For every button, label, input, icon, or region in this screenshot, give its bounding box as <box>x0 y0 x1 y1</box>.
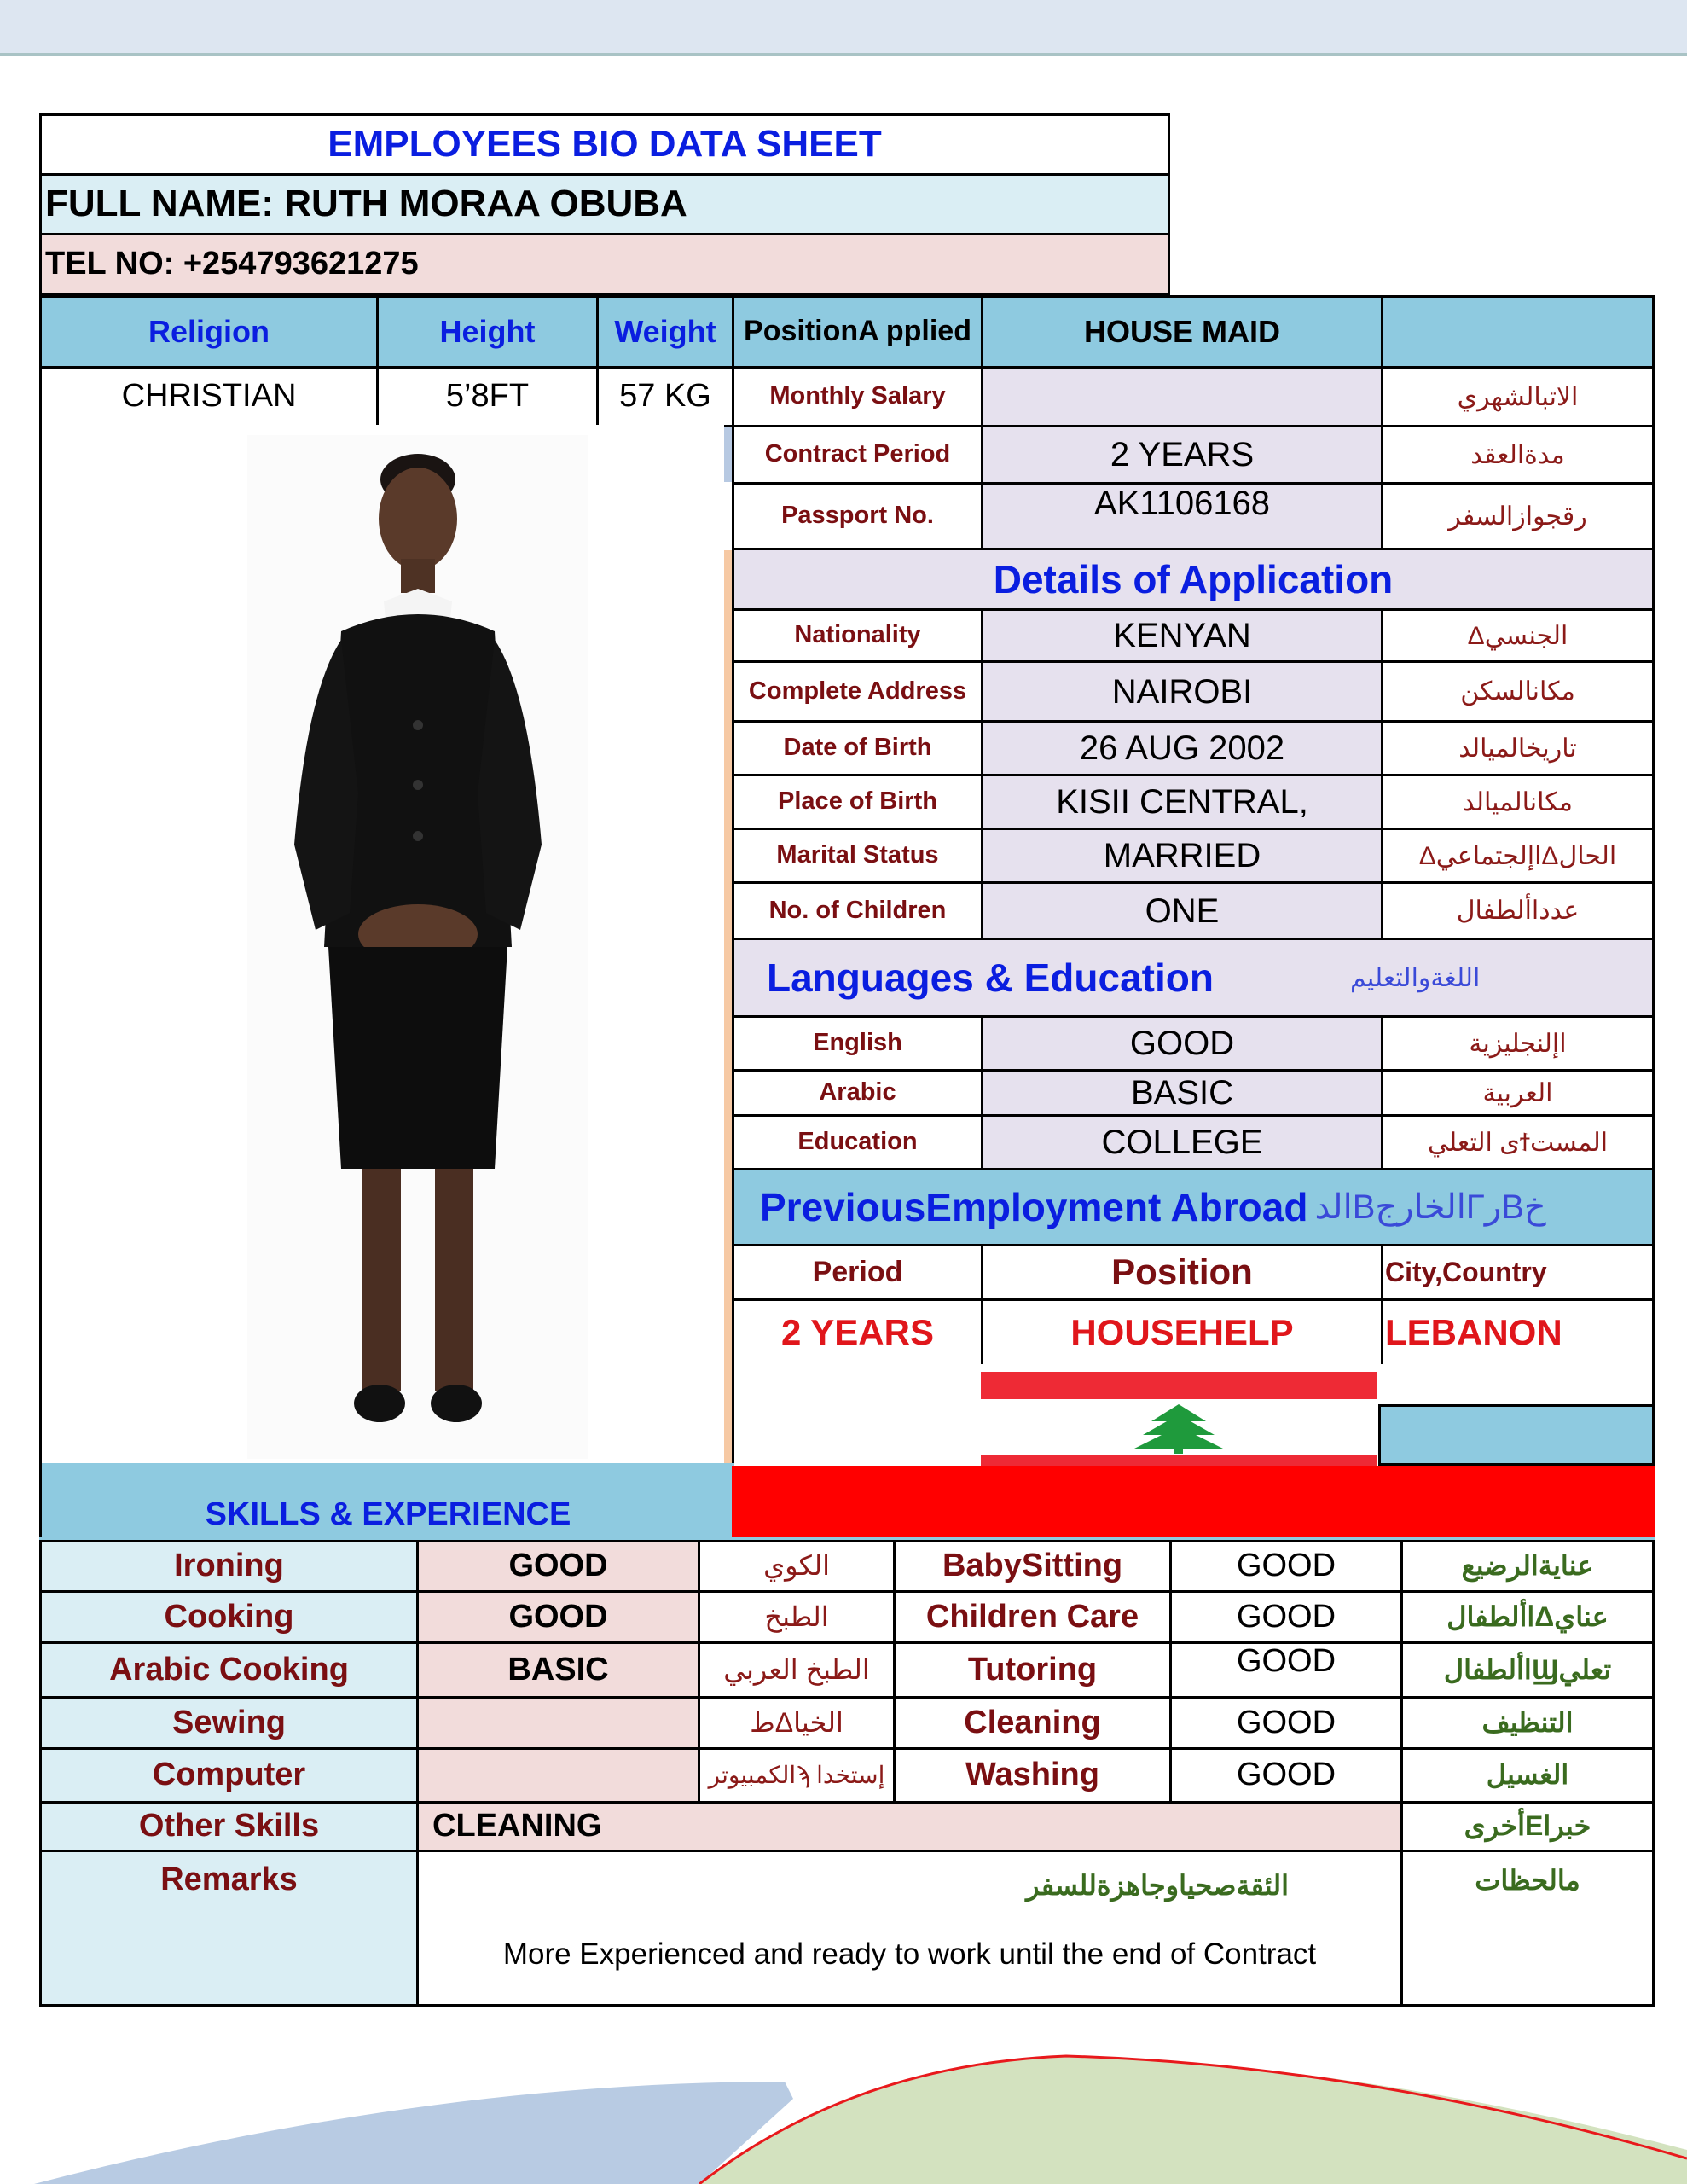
city-header: City,Country <box>1381 1244 1655 1301</box>
detail-value: MARRIED <box>981 828 1383 884</box>
language-label: Arabic <box>732 1069 983 1117</box>
position-empty-cell <box>1381 295 1655 369</box>
skill-name: Sewing <box>39 1696 419 1750</box>
skills-title: SKILLS & EXPERIENCE <box>205 1496 571 1533</box>
detail-arabic: مكانالسكن <box>1381 660 1655 723</box>
language-value: GOOD <box>981 1015 1383 1072</box>
detail-label: Nationality <box>732 608 983 663</box>
job-value: AK1106168 <box>981 482 1383 550</box>
employee-photo <box>247 435 588 1459</box>
weight-value: 57 KG <box>596 366 734 427</box>
detail-arabic: عدداألطفال <box>1381 881 1655 940</box>
skills-section-header <box>39 1463 734 1540</box>
job-arabic: الاتبالشهري <box>1381 366 1655 427</box>
bottom-wave-decoration <box>0 2048 1687 2184</box>
skill-name: Cooking <box>39 1590 419 1644</box>
skill-name: Cleaning <box>893 1696 1172 1750</box>
language-label: Education <box>732 1114 983 1170</box>
skill-level: GOOD <box>416 1540 700 1593</box>
language-arabic: المستϯى التعلي <box>1381 1114 1655 1170</box>
full-name-text: FULL NAME: RUTH MORAA OBUBA <box>45 183 687 225</box>
employment-period: 2 YEARS <box>732 1298 983 1367</box>
remarks-label-text: Remarks <box>160 1862 298 1897</box>
skill-name: Ironing <box>39 1540 419 1593</box>
position-applied-header: PositionA pplied <box>732 295 983 369</box>
details-title: Details of Application <box>993 556 1394 601</box>
job-label: Passport No. <box>732 482 983 550</box>
languages-title: Languages & Education <box>767 955 1214 1000</box>
languages-arabic-title: اللغةوالتعليم <box>1349 963 1481 992</box>
skill-level: GOOD <box>416 1590 700 1644</box>
language-label: English <box>732 1015 983 1072</box>
detail-arabic: الحالΔاإلجتماعيΔ <box>1381 828 1655 884</box>
remarks-arabic-label: مالحظات <box>1400 1850 1655 2007</box>
skill-arabic: عنايةالرضيع <box>1400 1540 1655 1593</box>
skill-name: Tutoring <box>893 1641 1172 1699</box>
detail-value: ONE <box>981 881 1383 940</box>
employment-section-header <box>732 1168 1655 1246</box>
skill-level: GOOD <box>1169 1540 1403 1593</box>
skill-level: GOOD <box>1169 1590 1403 1644</box>
remarks-label <box>39 1850 419 2007</box>
position-header: Position <box>981 1244 1383 1301</box>
period-header: Period <box>732 1244 983 1301</box>
top-banner <box>0 0 1687 56</box>
job-arabic: مدةالعقد <box>1381 425 1655 485</box>
skill-name: Washing <box>893 1747 1172 1804</box>
skill-arabic: إستخدا ϡالكمبيوتر <box>698 1747 896 1804</box>
detail-label: Complete Address <box>732 660 983 723</box>
job-value: 2 YEARS <box>981 425 1383 485</box>
height-value: 5’8FT <box>376 366 599 427</box>
job-arabic: رقجوازالسفر <box>1381 482 1655 550</box>
tel-text: TEL NO: +254793621275 <box>45 245 419 282</box>
skill-level <box>416 1696 700 1750</box>
language-value: COLLEGE <box>981 1114 1383 1170</box>
skill-level: BASIC <box>416 1641 700 1699</box>
skill-arabic: الطبخ العربي <box>698 1641 896 1699</box>
skill-level: GOOD <box>1169 1747 1403 1804</box>
empty-cell-blue <box>1378 1404 1655 1466</box>
remarks-content <box>416 1850 1403 2007</box>
language-value: BASIC <box>981 1069 1383 1117</box>
job-value <box>981 366 1383 427</box>
other-skills-arabic: خبراEأخرى <box>1400 1801 1655 1852</box>
detail-label: No. of Children <box>732 881 983 940</box>
remarks-arabic: الئقةصحياوجاهزةللسفر <box>1026 1870 1289 1901</box>
red-band <box>732 1466 1655 1537</box>
other-skills-label: Other Skills <box>39 1801 419 1852</box>
skill-arabic: الخياΔط <box>698 1696 896 1750</box>
full-name-row <box>39 173 1170 235</box>
skill-level: GOOD <box>1169 1641 1403 1699</box>
skill-arabic: الطبخ <box>698 1590 896 1644</box>
weight-header: Weight <box>596 295 734 369</box>
skill-arabic: الكوي <box>698 1540 896 1593</box>
language-arabic: العربية <box>1381 1069 1655 1117</box>
job-label: Contract Period <box>732 425 983 485</box>
detail-value: KISII CENTRAL, <box>981 774 1383 830</box>
detail-arabic: الجنسيΔ <box>1381 608 1655 663</box>
employment-position: HOUSEHELP <box>981 1298 1383 1367</box>
remarks-text: More Experienced and ready to work until the end of Contract <box>502 1937 1317 1971</box>
position-applied-value: HOUSE MAID <box>981 295 1383 369</box>
skill-name: Computer <box>39 1747 419 1804</box>
job-label: Monthly Salary <box>732 366 983 427</box>
detail-label: Place of Birth <box>732 774 983 830</box>
skill-level <box>416 1747 700 1804</box>
employment-city: LEBANON <box>1381 1298 1655 1367</box>
sheet-title-text: EMPLOYEES BIO DATA SHEET <box>328 123 882 166</box>
detail-value: 26 AUG 2002 <box>981 720 1383 776</box>
skill-arabic: التنظيف <box>1400 1696 1655 1750</box>
details-section-header <box>732 548 1655 611</box>
detail-label: Date of Birth <box>732 720 983 776</box>
height-header: Height <box>376 295 599 369</box>
detail-value: KENYAN <box>981 608 1383 663</box>
detail-arabic: تاريخالميالد <box>1381 720 1655 776</box>
skill-name: Arabic Cooking <box>39 1641 419 1699</box>
skill-name: BabySitting <box>893 1540 1172 1593</box>
sheet-title <box>39 113 1170 176</box>
employment-arabic-title: خBرΓالخارجBالد <box>1314 1188 1546 1226</box>
tel-row <box>39 233 1170 295</box>
languages-section-header <box>732 938 1655 1018</box>
employment-title: PreviousEmployment Abroad <box>760 1184 1308 1229</box>
skill-level: GOOD <box>1169 1696 1403 1750</box>
detail-label: Marital Status <box>732 828 983 884</box>
religion-value: CHRISTIAN <box>39 366 379 427</box>
other-skills-value: CLEANING <box>416 1801 1403 1852</box>
language-arabic: اإلنجليزية <box>1381 1015 1655 1072</box>
religion-header: Religion <box>39 295 379 369</box>
skill-arabic: الغسيل <box>1400 1747 1655 1804</box>
detail-value: NAIROBI <box>981 660 1383 723</box>
skill-name: Children Care <box>893 1590 1172 1644</box>
skill-arabic: عنايΔاألطفال <box>1400 1590 1655 1644</box>
detail-arabic: مكانالميالد <box>1381 774 1655 830</box>
skill-arabic: تعليϢاألطفال <box>1400 1641 1655 1699</box>
